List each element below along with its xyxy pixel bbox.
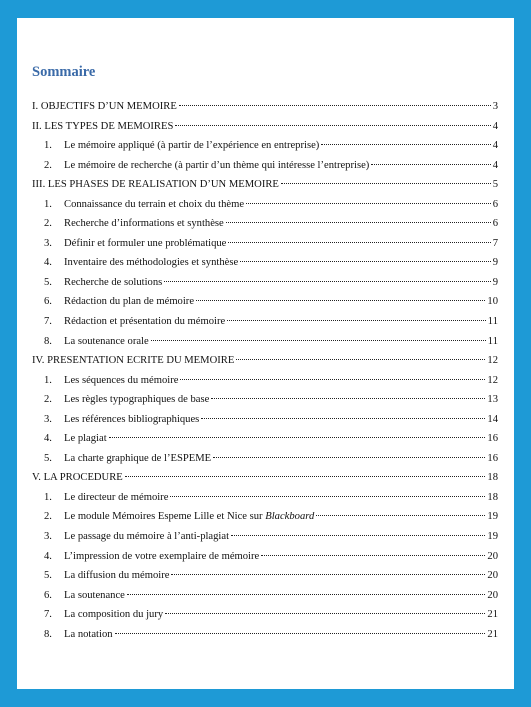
- toc-page-number: 13: [487, 394, 498, 406]
- toc-entry-label: La charte graphique de l’ESPEME: [64, 452, 212, 464]
- toc-entry-label: L’impression de votre exemplaire de mémoire: [64, 550, 260, 562]
- toc-page-number: 18: [487, 491, 498, 503]
- table-of-contents: [32, 97, 498, 644]
- toc-entry-label: Le mémoire de recherche (à partir d’un thème qui intéresse l’entreprise): [64, 159, 370, 171]
- toc-dot-leader: [165, 613, 485, 614]
- toc-dot-leader: [226, 222, 491, 223]
- toc-entry-label: Connaissance du terrain et choix du thème: [64, 198, 245, 210]
- toc-subentry[interactable]: [32, 136, 498, 156]
- toc-entry-label: I. OBJECTIFS D’UN MEMOIRE: [32, 101, 177, 112]
- toc-entry[interactable]: [32, 97, 498, 117]
- toc-entry-number: 7.: [44, 609, 52, 621]
- toc-entry-label: Définir et formuler une problématique: [64, 237, 227, 249]
- toc-dot-leader: [151, 340, 486, 341]
- toc-entry-number: 1.: [44, 198, 52, 210]
- toc-entry-label: Les règles typographiques de base: [64, 394, 210, 406]
- toc-dot-leader: [115, 633, 486, 634]
- toc-dot-leader: [371, 164, 490, 165]
- toc-subentry[interactable]: [32, 234, 498, 254]
- toc-page-number: 12: [487, 374, 498, 386]
- toc-subentry[interactable]: [32, 410, 498, 430]
- toc-entry-label: IV. PRESENTATION ECRITE DU MEMOIRE: [32, 355, 235, 367]
- toc-dot-leader: [179, 105, 491, 106]
- toc-entry-label: V. LA PROCEDURE: [32, 472, 123, 484]
- document-page: [17, 18, 514, 689]
- toc-dot-leader: [321, 144, 490, 145]
- toc-entry-number: 3.: [44, 237, 52, 249]
- toc-subentry[interactable]: [32, 507, 498, 527]
- toc-page-number: 9: [492, 257, 498, 269]
- toc-subentry[interactable]: [32, 566, 498, 586]
- toc-page-number: 11: [487, 335, 498, 347]
- toc-entry-number: 1.: [44, 491, 52, 503]
- toc-dot-leader: [281, 183, 491, 184]
- toc-entry-label: III. LES PHASES DE REALISATION D’UN MEMOIRE: [32, 179, 279, 191]
- toc-subentry[interactable]: [32, 547, 498, 567]
- toc-dot-leader: [316, 515, 485, 516]
- toc-dot-leader: [231, 535, 485, 536]
- toc-entry-number: 2.: [44, 159, 52, 171]
- toc-entry-number: 5.: [44, 452, 52, 464]
- toc-dot-leader: [227, 320, 486, 321]
- toc-entry-label: Le passage du mémoire à l’anti-plagiat: [64, 531, 230, 543]
- toc-dot-leader: [127, 594, 486, 595]
- toc-dot-leader: [171, 574, 485, 575]
- toc-page-number: 19: [487, 531, 498, 543]
- toc-dot-leader: [201, 418, 485, 419]
- toc-subentry[interactable]: [32, 214, 498, 234]
- toc-entry-label: Le directeur de mémoire: [64, 491, 169, 503]
- toc-page-number: 4: [492, 140, 498, 152]
- toc-subentry[interactable]: [32, 429, 498, 449]
- toc-subentry[interactable]: [32, 605, 498, 625]
- toc-entry-number: 2.: [44, 218, 52, 230]
- toc-page-number: 7: [492, 237, 498, 249]
- toc-subentry[interactable]: [32, 390, 498, 410]
- toc-page-number: 21: [487, 628, 498, 640]
- page-title: Sommaire: [32, 64, 96, 80]
- toc-subentry[interactable]: [32, 488, 498, 508]
- toc-dot-leader: [125, 476, 486, 477]
- toc-entry-label: Les séquences du mémoire: [64, 374, 179, 386]
- toc-entry-number: 6.: [44, 296, 52, 308]
- toc-dot-leader: [164, 281, 490, 282]
- toc-page-number: 5: [492, 179, 498, 191]
- toc-entry-number: 4.: [44, 433, 52, 445]
- toc-entry-label: Rédaction du plan de mémoire: [64, 296, 195, 308]
- toc-entry[interactable]: [32, 117, 498, 137]
- toc-entry-number: 5.: [44, 276, 52, 288]
- toc-page-number: 14: [487, 413, 498, 425]
- toc-page-number: 20: [487, 550, 498, 562]
- toc-entry-label: Le plagiat: [64, 433, 107, 445]
- toc-entry-number: 1.: [44, 374, 52, 386]
- toc-page-number: 18: [487, 472, 498, 484]
- toc-entry-number: 2.: [44, 511, 52, 523]
- toc-subentry[interactable]: [32, 449, 498, 469]
- toc-subentry[interactable]: [32, 312, 498, 332]
- toc-entry-label: La composition du jury: [64, 609, 164, 621]
- toc-page-number: 9: [492, 276, 498, 288]
- toc-entry-label: La soutenance orale: [64, 335, 149, 347]
- toc-page-number: 6: [492, 198, 498, 210]
- toc-entry-number: 8.: [44, 335, 52, 347]
- toc-entry-label: II. LES TYPES DE MEMOIRES: [32, 120, 174, 132]
- toc-subentry[interactable]: [32, 292, 498, 312]
- toc-entry[interactable]: [32, 175, 498, 195]
- toc-dot-leader: [109, 437, 486, 438]
- toc-page-number: 19: [487, 511, 498, 523]
- toc-dot-leader: [240, 261, 491, 262]
- toc-dot-leader: [228, 242, 490, 243]
- toc-entry-label: Recherche de solutions: [64, 276, 163, 288]
- toc-entry-label: Le module Mémoires Espeme Lille et Nice sur Blackboard: [64, 511, 315, 523]
- toc-dot-leader: [196, 300, 485, 301]
- toc-subentry[interactable]: [32, 273, 498, 293]
- toc-page-number: 3: [492, 101, 498, 112]
- toc-entry-label: Les références bibliographiques: [64, 413, 200, 425]
- toc-entry-number: 1.: [44, 140, 52, 152]
- toc-entry-label: Le mémoire appliqué (à partir de l’expérience en entreprise): [64, 140, 320, 152]
- toc-page-number: 16: [487, 433, 498, 445]
- toc-entry-label: Rédaction et présentation du mémoire: [64, 316, 226, 328]
- toc-entry-number: 6.: [44, 589, 52, 601]
- toc-subentry[interactable]: [32, 371, 498, 391]
- toc-page-number: 4: [492, 159, 498, 171]
- toc-subentry[interactable]: [32, 625, 498, 645]
- toc-page-number: 6: [492, 218, 498, 230]
- toc-subentry[interactable]: [32, 527, 498, 547]
- toc-subentry[interactable]: [32, 253, 498, 273]
- toc-page-number: 4: [492, 120, 498, 132]
- toc-dot-leader: [246, 203, 491, 204]
- toc-page-number: 12: [487, 355, 498, 367]
- toc-entry-label: La soutenance: [64, 589, 125, 601]
- toc-entry[interactable]: [32, 351, 498, 371]
- toc-entry-number: 5.: [44, 570, 52, 582]
- toc-page-number: 20: [487, 589, 498, 601]
- toc-dot-leader: [175, 125, 490, 126]
- toc-dot-leader: [213, 457, 485, 458]
- toc-entry-label-italic: Blackboard: [265, 511, 315, 523]
- toc-entry-number: 4.: [44, 257, 52, 269]
- toc-dot-leader: [180, 379, 485, 380]
- toc-page-number: 11: [487, 316, 498, 328]
- toc-page-number: 21: [487, 609, 498, 621]
- toc-dot-leader: [170, 496, 485, 497]
- toc-entry-number: 3.: [44, 413, 52, 425]
- toc-dot-leader: [236, 359, 485, 360]
- toc-entry-label: La notation: [64, 628, 113, 640]
- toc-page-number: 20: [487, 570, 498, 582]
- toc-entry-label: Recherche d’informations et synthèse: [64, 218, 224, 230]
- toc-dot-leader: [211, 398, 485, 399]
- toc-entry-number: 8.: [44, 628, 52, 640]
- toc-subentry[interactable]: [32, 156, 498, 176]
- toc-entry-number: 7.: [44, 316, 52, 328]
- toc-subentry[interactable]: [32, 586, 498, 606]
- toc-entry-number: 3.: [44, 531, 52, 543]
- toc-subentry[interactable]: [32, 195, 498, 215]
- toc-entry[interactable]: [32, 468, 498, 488]
- toc-subentry[interactable]: [32, 332, 498, 352]
- toc-entry-label: La diffusion du mémoire: [64, 570, 170, 582]
- toc-page-number: 16: [487, 452, 498, 464]
- toc-page-number: 10: [487, 296, 498, 308]
- toc-entry-label: Inventaire des méthodologies et synthèse: [64, 257, 239, 269]
- toc-entry-number: 4.: [44, 550, 52, 562]
- toc-dot-leader: [261, 555, 485, 556]
- toc-entry-number: 2.: [44, 394, 52, 406]
